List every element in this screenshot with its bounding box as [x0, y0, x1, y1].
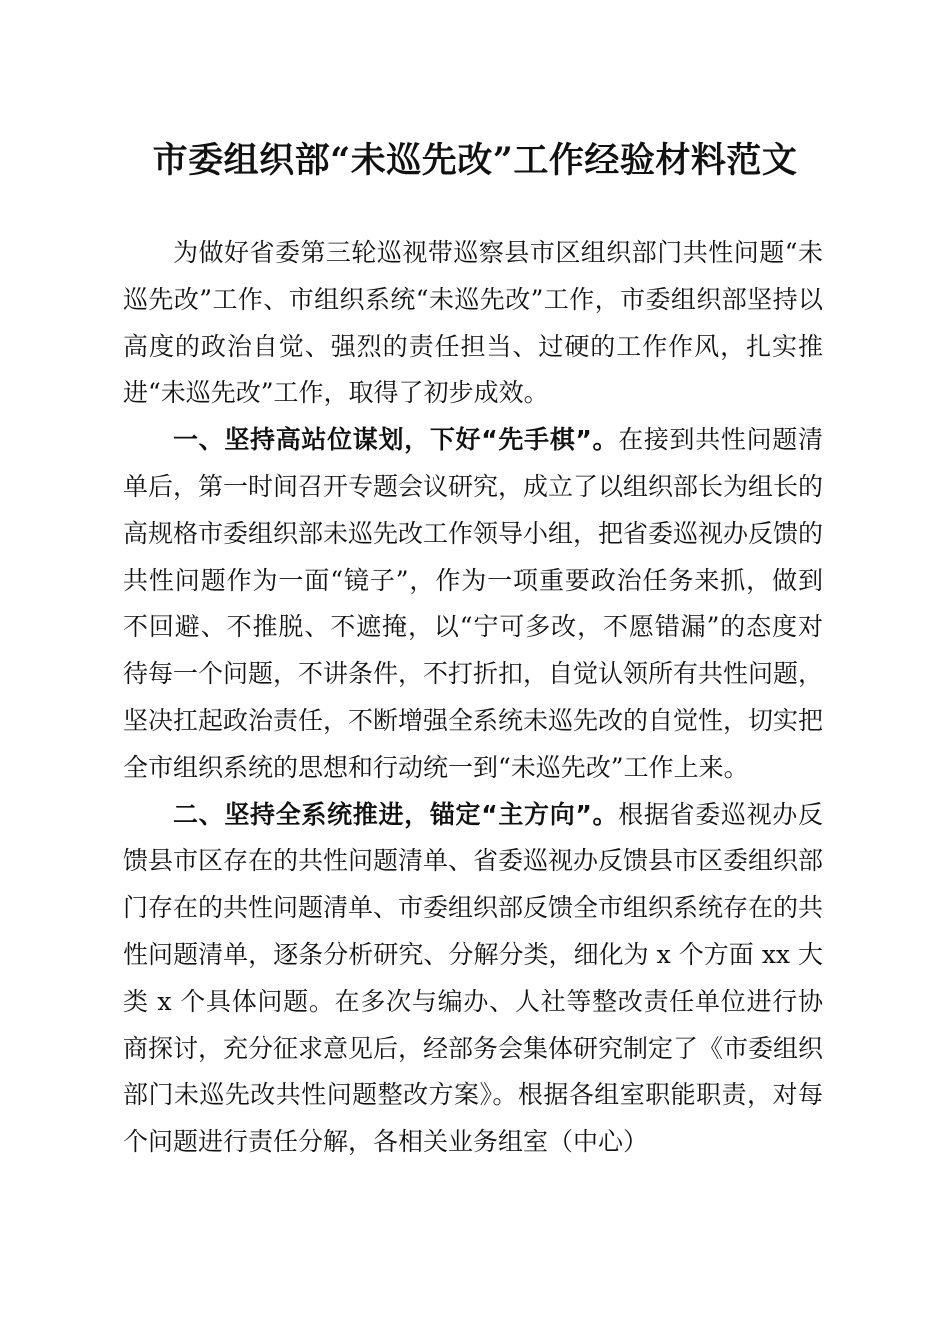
paragraph-heading: 二、坚持全系统推进，锚定“主方向”。: [173, 799, 619, 829]
document-title: 市委组织部“未巡先改”工作经验材料范文: [152, 140, 798, 181]
paragraph-text: 为做好省委第三轮巡视带巡察县市区组织部门共性问题“未巡先改”工作、市组织系统“未巡先改”工作，市委组织部坚持以高度的政治自觉、强烈的责任担当、过硬的工作作风，扎实推进“未巡先改”工作，取得了初步成效。: [123, 238, 823, 408]
paragraph-text: 在接到共性问题清单后，第一时间召开专题会议研究，成立了以组织部长为组长的高规格市委组织部未巡先改工作领导小组，把省委巡视办反馈的共性问题作为一面“镜子”，作为一项重要政治任务来抓，做到不回避、不推脱、不遮掩，以“宁可多改，不愿错漏”的态度对待每一个问题，不讲条件，不打折扣，自觉认领所有共性问题，坚决扛起政治责任，不断增强全系统未巡先改的自觉性，切实把全市组织系统的思想和行动统一到“未巡先改”工作上来。: [123, 425, 824, 782]
document-body: [123, 230, 823, 1166]
paragraph-intro: [123, 230, 823, 417]
paragraph-section-2: [123, 792, 823, 1166]
paragraph-section-1: [123, 417, 823, 791]
paragraph-heading: 一、坚持高站位谋划，下好“先手棋”。: [173, 425, 619, 455]
paragraph-text: 根据省委巡视办反馈县市区存在的共性问题清单、省委巡视办反馈县市区委组织部门存在的共性问题清单、市委组织部反馈全市组织系统存在的共性问题清单，逐条分析研究、分解分类，细化为 x 个方面 xx 大类 x 个具体问题。在多次与编办、人社等整改责任单位进行协商探讨，充分征求意见后，经部务会集体研究制定了《市委组织部门未巡先改共性问题整改方案》。根据各组室职能职责，对每个问题进行责任分解，各相关业务组室（中心）: [123, 799, 824, 1157]
